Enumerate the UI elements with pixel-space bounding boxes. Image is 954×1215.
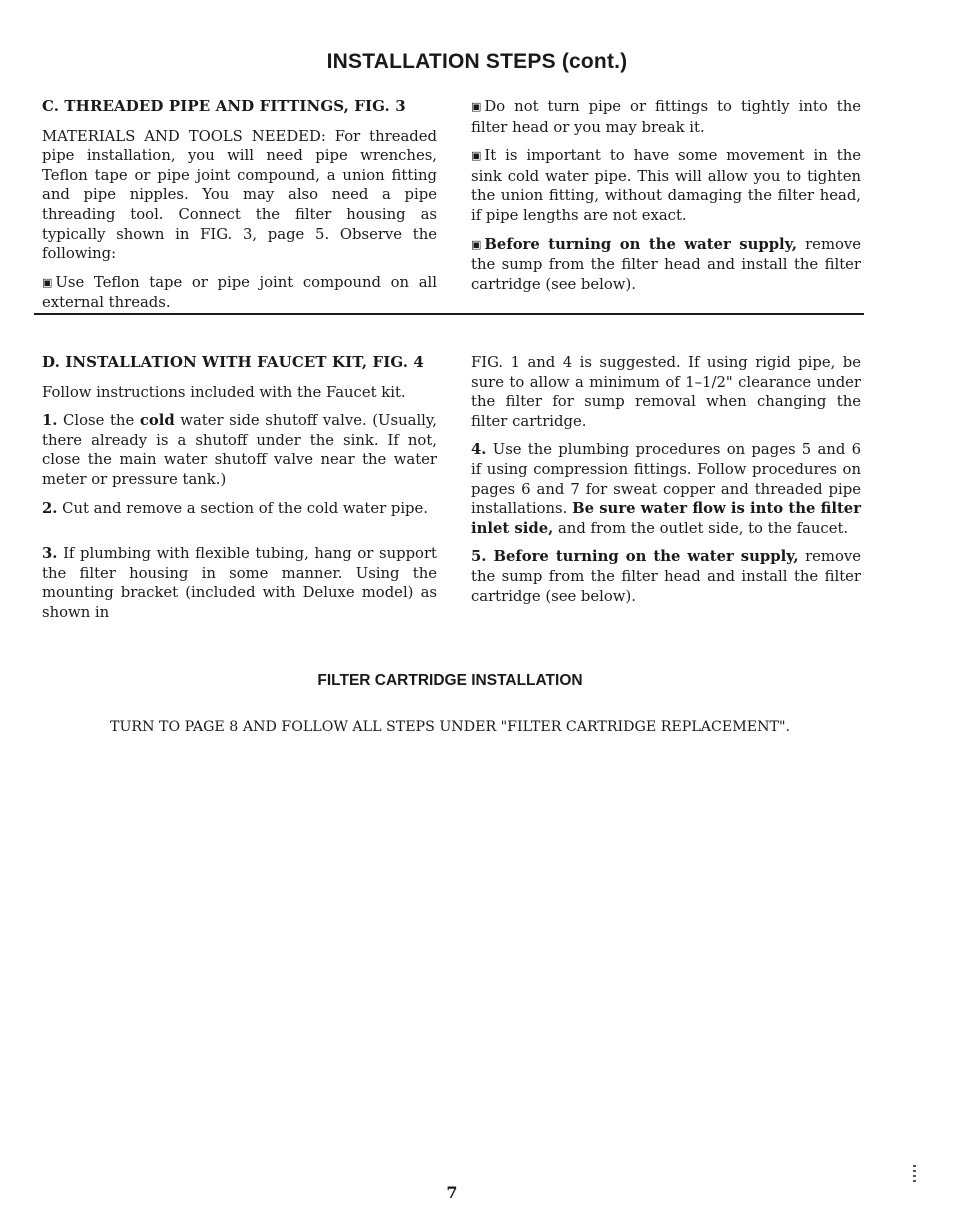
page-number: 7 xyxy=(446,1183,458,1202)
page-title: INSTALLATION STEPS (cont.) xyxy=(326,50,628,73)
section-d-step-5 xyxy=(471,547,861,606)
bullet-text: Use Teflon tape or pipe joint compound on all external threads. xyxy=(42,273,437,312)
step-number: 4. xyxy=(471,441,487,459)
step-text: remove the sump from the filter head and install the filter cartridge (see below). xyxy=(471,548,861,605)
step-text: Use the plumbing procedures on pages 5 and 6 if using compression fittings. Follow procedures on pages 6 and 7 for sweat copper and threaded pipe installations. xyxy=(471,441,861,518)
step-bold-text: Be sure water flow is into the filter inlet side, xyxy=(471,500,861,537)
section-c-bullet-2 xyxy=(471,97,861,137)
section-d-step-2 xyxy=(42,499,437,519)
step-bold-text: 5. Before turning on the water supply, xyxy=(471,548,799,566)
step-text: Close the xyxy=(57,412,140,430)
square-bullet-icon: ▣ xyxy=(42,275,53,289)
section-c-heading: C. THREADED PIPE AND FITTINGS, FIG. 3 xyxy=(42,97,406,115)
square-bullet-icon: ▣ xyxy=(471,100,482,113)
square-bullet-icon: ▣ xyxy=(471,149,482,163)
step-number: 3. xyxy=(42,545,58,563)
section-d-step-4 xyxy=(471,440,861,538)
section-divider xyxy=(34,313,864,315)
step-text: water side shutoff valve. (Usually, there already is a shutoff under the sink. If not, close the main water shutoff valve near the water meter or pressure tank.) xyxy=(42,412,438,488)
section-c-intro: MATERIALS AND TOOLS NEEDED: For threaded pipe installation, you will need pipe wrenches, Teflon tape or pipe joint compound, a union fitting and pipe nipples. You may also need a pipe threading tool. Connect the filter housing as typically shown in FIG. 3, page 5. Observe the following: xyxy=(42,127,437,263)
bullet-text: Do not turn pipe or fittings to tightly into the filter head or you may break it. xyxy=(471,98,861,136)
section-d-left-column xyxy=(42,353,437,632)
scan-edge-mark xyxy=(913,1165,917,1195)
square-bullet-icon: ▣ xyxy=(471,237,482,251)
section-c-left-column xyxy=(42,97,437,322)
section-c-bullet-3 xyxy=(471,146,861,225)
section-d-step-1 xyxy=(42,411,437,489)
step-text: Cut and remove a section of the cold water pipe. xyxy=(57,499,428,517)
section-d-step-3-continued: FIG. 1 and 4 is suggested. If using rigid pipe, be sure to allow a minimum of 1–1/2" clearance under the filter for sump removal when changing the filter cartridge. xyxy=(471,354,861,430)
section-d-step-3 xyxy=(42,544,437,622)
section-c-bullet-1 xyxy=(42,273,437,313)
step-number: 1. xyxy=(42,412,58,430)
section-c-right-column xyxy=(471,97,861,303)
step-number: 2. xyxy=(42,499,58,517)
step-text: and from the outlet side, to the faucet. xyxy=(553,519,849,537)
section-d-right-column xyxy=(471,353,861,615)
bullet-text: It is important to have some movement in the sink cold water pipe. This will allow you to tighten the union fitting, without damaging the filter head, if pipe lengths are not exact. xyxy=(471,147,861,224)
filter-section-heading: FILTER CARTRIDGE INSTALLATION xyxy=(317,672,583,689)
step-text: If plumbing with flexible tubing, hang or support the filter housing in some manner. Using the mounting bracket (included with Deluxe model) as shown in xyxy=(42,545,437,621)
filter-section-instruction: TURN TO PAGE 8 AND FOLLOW ALL STEPS UNDER "FILTER CARTRIDGE REPLACEMENT". xyxy=(109,719,790,735)
bullet-text: remove the sump from the filter head and install the filter cartridge (see below). xyxy=(471,235,861,293)
step-bold-text: cold xyxy=(139,412,175,430)
bullet-bold-text: Before turning on the water supply, xyxy=(484,235,798,253)
section-c-bullet-4 xyxy=(471,235,861,295)
section-d-intro: Follow instructions included with the Faucet kit. xyxy=(42,383,406,401)
section-d-heading: D. INSTALLATION WITH FAUCET KIT, FIG. 4 xyxy=(42,353,424,371)
